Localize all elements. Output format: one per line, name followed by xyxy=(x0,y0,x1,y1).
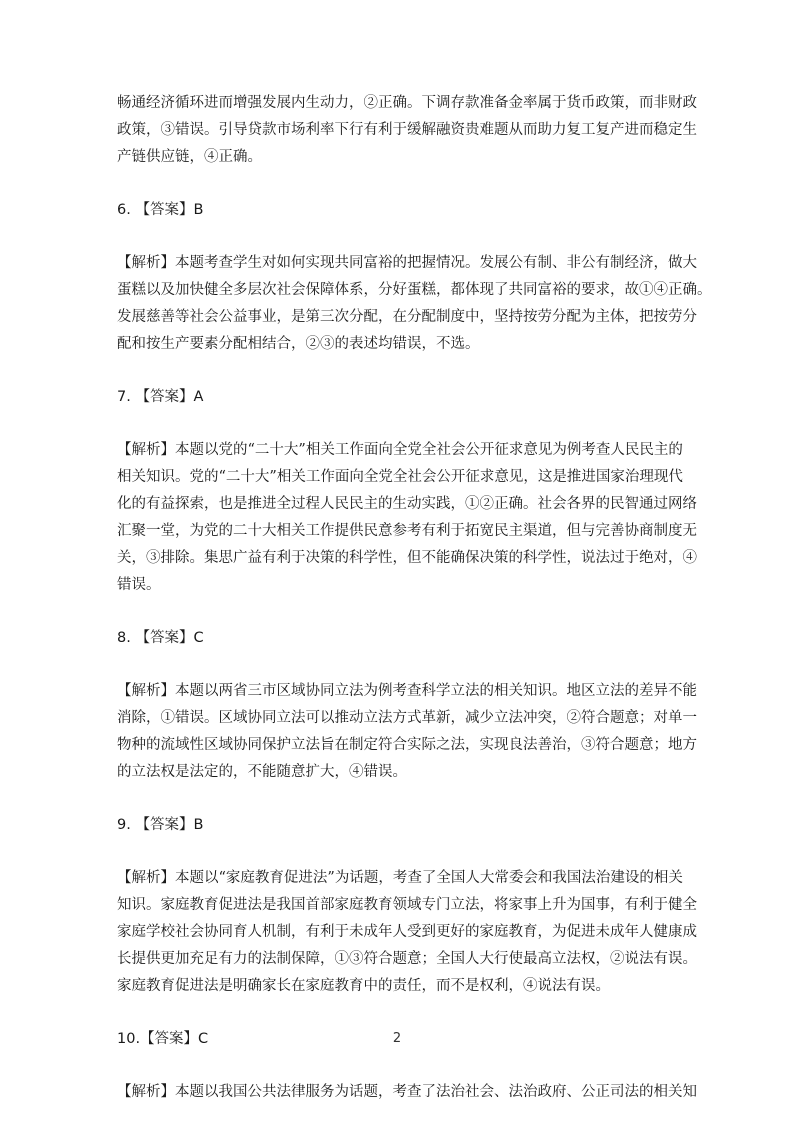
analysis-line: 蛋糕以及加快健全多层次社会保障体系，分好蛋糕，都体现了共同富裕的要求，故①④正确。 xyxy=(117,282,712,298)
analysis-line: 错误。 xyxy=(117,577,161,593)
answer-heading-7: 7. 【答案】A xyxy=(117,389,204,405)
analysis-line: 长提供更加充足有力的法制保障，①③符合题意；全国人大行使最高立法权，②说法有误。 xyxy=(117,951,697,967)
analysis-line: 【解析】本题以党的“二十大”相关工作面向全党全社会公开征求意见为例考查人民民主的 xyxy=(117,442,683,458)
analysis-line: 物种的流域性区域协同保护立法旨在制定符合实际之法，实现良法善治，③符合题意；地方 xyxy=(117,737,697,753)
analysis-line: 知识。家庭教育促进法是我国首部家庭教育领域专门立法，将家事上升为国事，有利于健全 xyxy=(117,897,697,913)
document-body xyxy=(117,90,712,1106)
analysis-line: 【解析】本题以“家庭教育促进法”为话题，考查了全国人大常委会和我国法治建设的相关 xyxy=(117,870,683,886)
answer-heading-6: 6. 【答案】B xyxy=(117,202,204,218)
analysis-line: 配和按生产要素分配相结合，②③的表述均错误，不选。 xyxy=(117,336,480,352)
analysis-line: 【解析】本题考查学生对如何实现共同富裕的把握情况。发展公有制、非公有制经济，做大 xyxy=(117,255,697,271)
page-number: 2 xyxy=(392,1031,402,1046)
analysis-line: 的立法权是法定的，不能随意扩大，④错误。 xyxy=(117,764,407,780)
analysis-line: 【解析】本题以两省三市区域协同立法为例考查科学立法的相关知识。地区立法的差异不能 xyxy=(117,683,697,699)
analysis-line: 相关知识。党的“二十大”相关工作面向全党全社会公开征求意见，这是推进国家治理现代 xyxy=(117,469,683,485)
analysis-line: 家庭学校社会协同育人机制，有利于未成年人受到更好的家庭教育，为促进未成年人健康成 xyxy=(117,924,697,940)
analysis-line: 汇聚一堂，为党的二十大相关工作提供民意参考有利于拓宽民主渠道，但与完善协商制度无 xyxy=(117,523,697,539)
answer-heading-9: 9. 【答案】B xyxy=(117,817,204,833)
answer-heading-8: 8. 【答案】C xyxy=(117,630,204,646)
intro-line: 畅通经济循环进而增强发展内生动力，②正确。下调存款准备金率属于货币政策，而非财政 xyxy=(117,95,697,111)
intro-line: 政策，③错误。引导贷款市场利率下行有利于缓解融资贵难题从而助力复工复产进而稳定生 xyxy=(117,122,697,138)
analysis-line: 化的有益探索，也是推进全过程人民民主的生动实践，①②正确。社会各界的民智通过网络 xyxy=(117,496,697,512)
analysis-line: 【解析】本题以我国公共法律服务为话题，考查了法治社会、法治政府、公正司法的相关知 xyxy=(117,1084,697,1100)
analysis-line: 关，③排除。集思广益有利于决策的科学性，但不能确保决策的科学性，说法过于绝对，④ xyxy=(117,550,697,566)
intro-line: 产链供应链，④正确。 xyxy=(117,149,262,165)
analysis-line: 消除，①错误。区域协同立法可以推动立法方式革新，减少立法冲突，②符合题意；对单一 xyxy=(117,710,697,726)
answer-heading-10: 10.【答案】C xyxy=(117,1031,209,1047)
analysis-line: 家庭教育促进法是明确家长在家庭教育中的责任，而不是权利，④说法有误。 xyxy=(117,978,610,994)
analysis-line: 发展慈善等社会公益事业，是第三次分配，在分配制度中，坚持按劳分配为主体，把按劳分 xyxy=(117,309,697,325)
